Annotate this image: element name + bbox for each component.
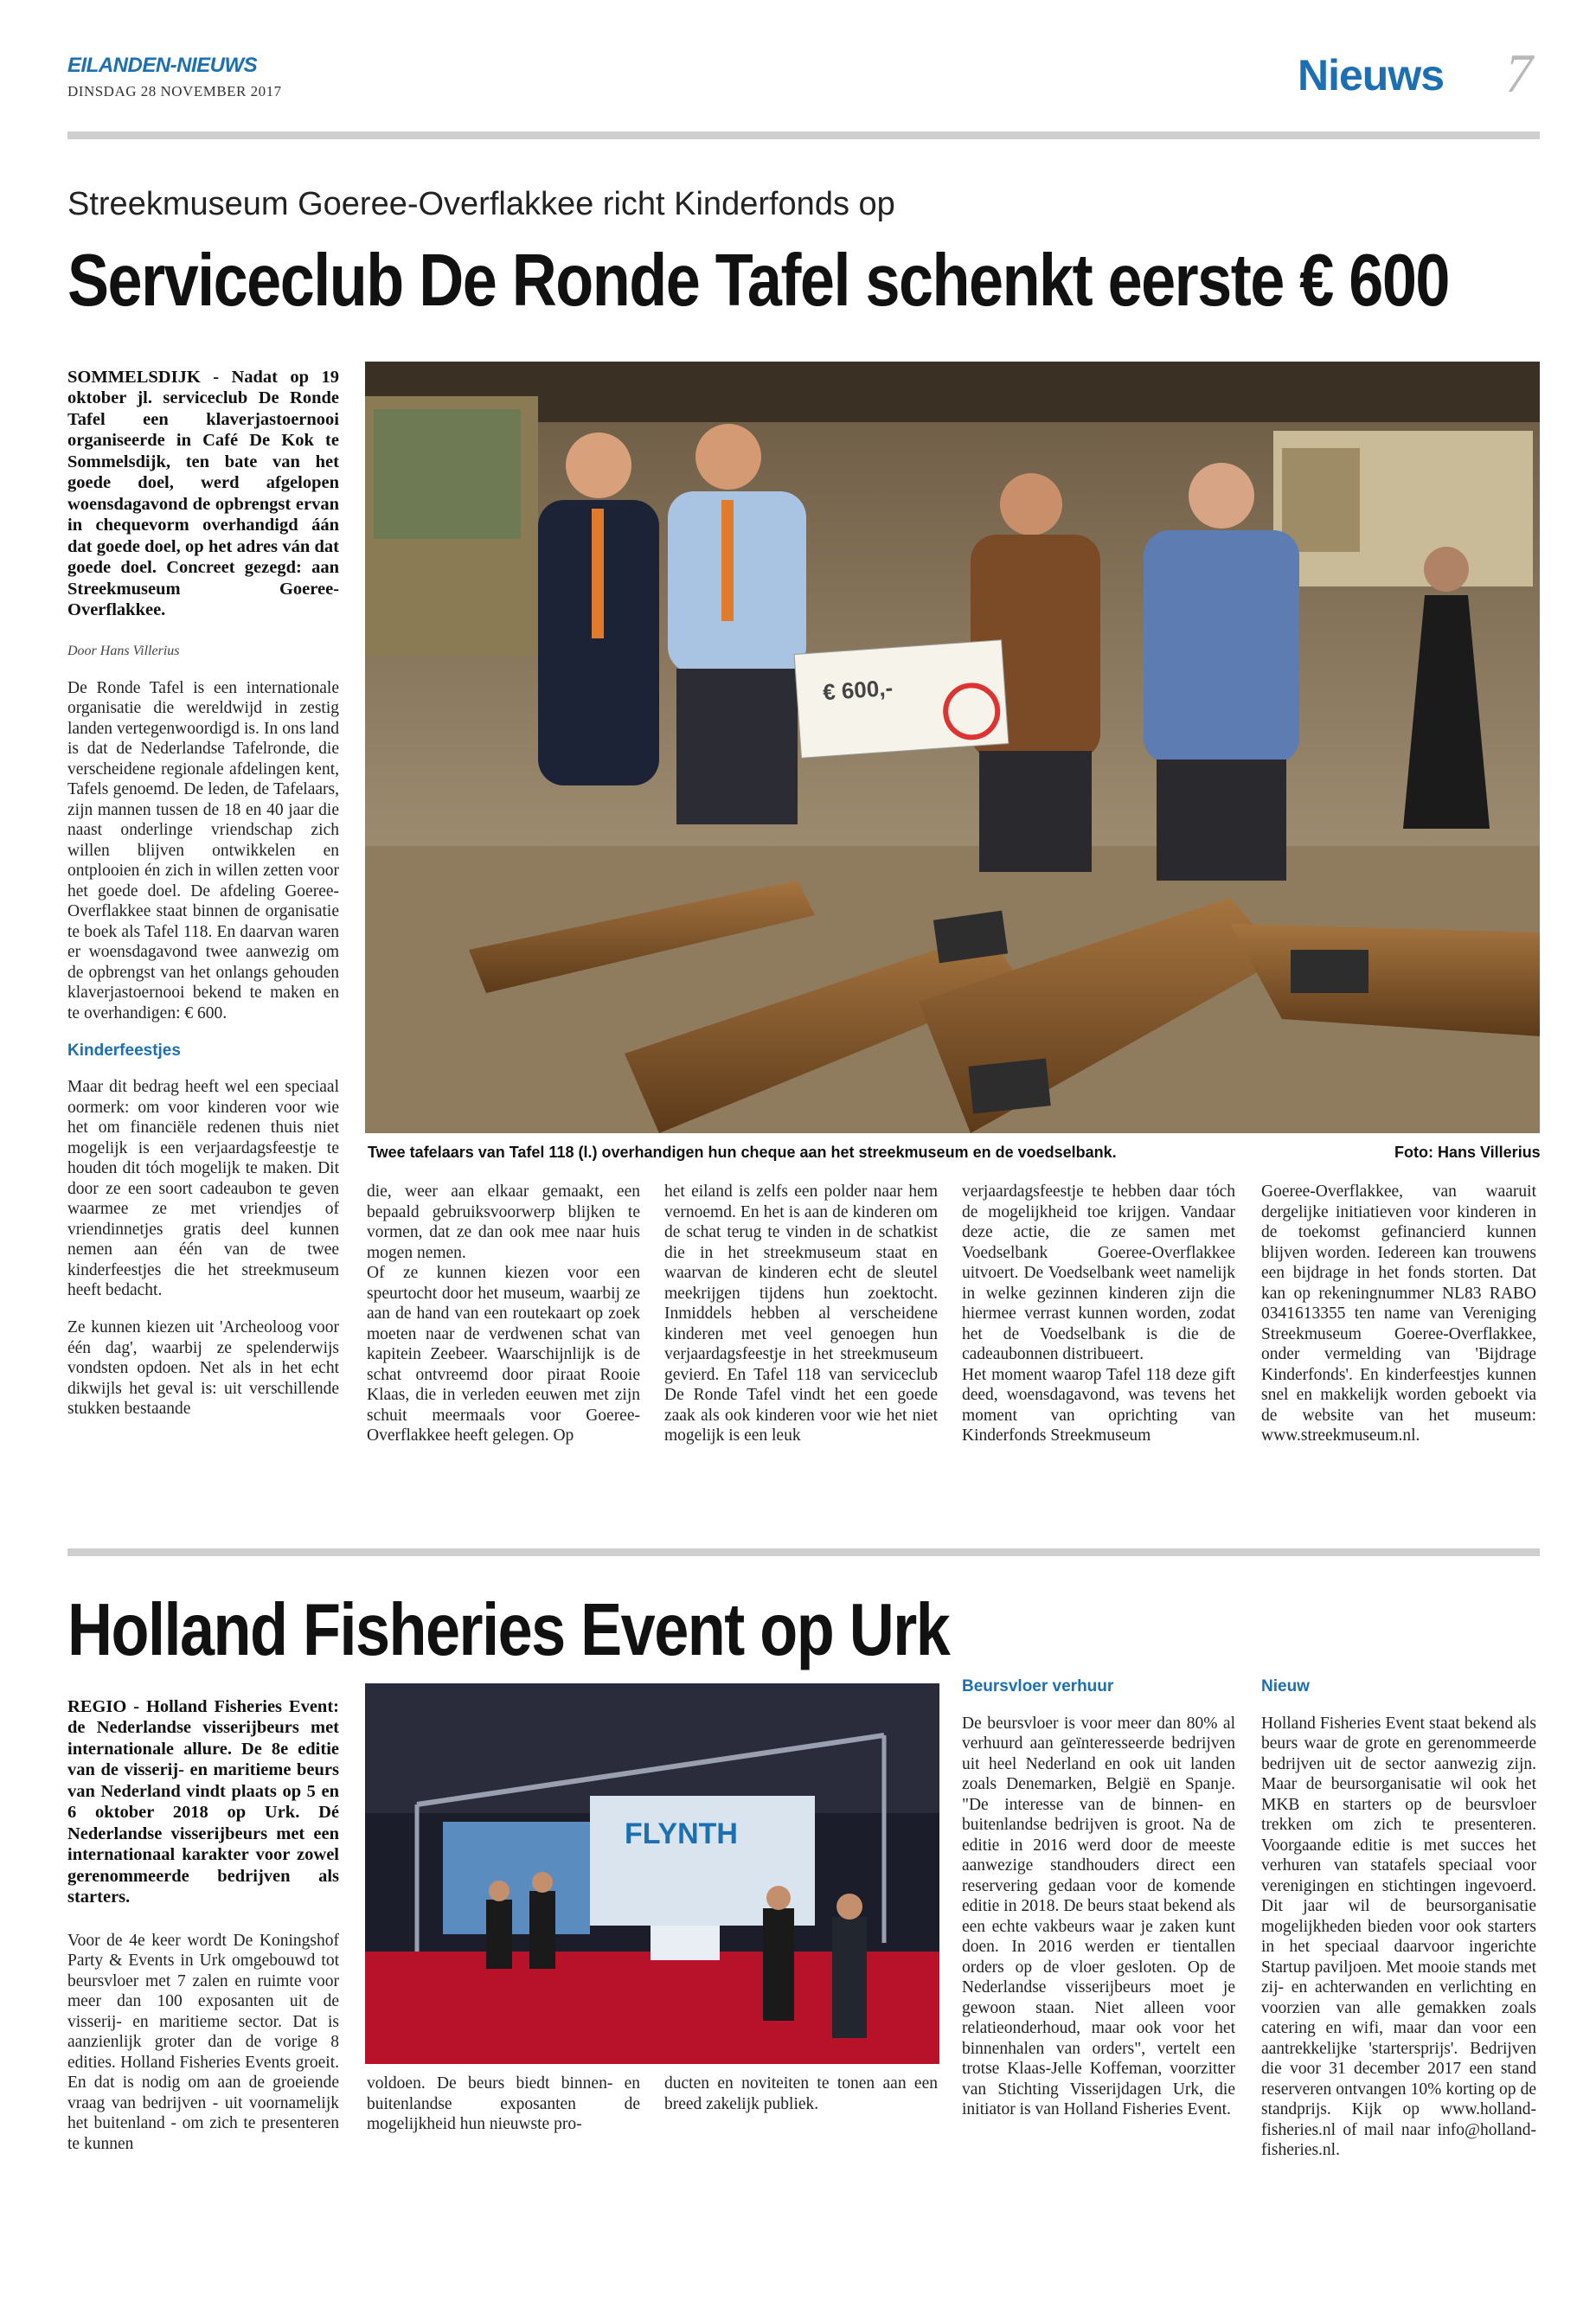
article1-col5 — [1261, 1182, 1536, 1446]
article1-photo — [365, 362, 1540, 1133]
article2-col5 — [1261, 1676, 1536, 2177]
article2-col1 — [67, 1678, 339, 2171]
article2-body4: De beursvloer is voor meer dan 80% al verhuurd aan geïnteresseerde bedrijven uit heel Nederland en ook uit landen zoals Denemarken, België en Spanje. "De interesse van de binnen- en buitenlandse bedrijven is groot. Na de editie in 2016 werd door de meeste aanwezige standhouders direct een reservering gedaan voor de komende editie in 2018. De beurs staat bekend als een echte vakbeurs waar je zaken kunt doen. In 2016 werden er tientallen orders op de vloer gesloten. Op de Nederlandse visserijbeurs moet je gewoon staan. Niet alleen voor relatieonderhoud, maar ook voor het binnenhalen van orders", vertelt een trotse Klaas-Jelle Koffeman, voorzitter van Stichting Visserijdagen Urk, die initiator is van Holland Fisheries Event. — [962, 1714, 1235, 2118]
article1-col2 — [367, 1182, 640, 1446]
article2-col3 — [664, 2073, 938, 2114]
article1-col2-p1: die, weer aan elkaar gemaakt, een bepaald gebruiksvoorwerp blijken te vormen, dat ze dan ook mee naar huis mogen nemen. — [367, 1183, 640, 1262]
article2-lead: REGIO - Holland Fisheries Event: de Nederlandse visserijbeurs met internationale allure. De 8e editie van de visserij- en maritieme beurs van Nederland vindt plaats op 5 en 6 oktober 2018 op Urk. Dé Nederlandse visserijbeurs met een internationaal karakter voor zowel gerenommeerde bedrijven als starters. — [67, 1696, 339, 1907]
cheque-amount: € 600,- — [822, 674, 894, 706]
museum-photo-illustration — [365, 362, 1540, 1133]
article1-byline: Door Hans Villerius — [67, 643, 180, 658]
article1-col4-p2: Het moment waarop Tafel 118 deze gift deed, woensdagavond, was tevens het moment van oprichting van Kinderfonds Streekmuseum — [962, 1365, 1235, 1445]
masthead-logo: EILANDEN-NIEUWS — [67, 54, 258, 77]
article1-col1 — [67, 349, 339, 1436]
fair-photo-illustration — [365, 1683, 939, 2064]
header-divider — [67, 131, 1540, 139]
section-title: Nieuws — [1298, 51, 1445, 99]
article1-col2-p2: Of ze kunnen kiezen voor een speurtocht door het museum, waarbij ze aan de hand van een routekaart op zoek moeten naar de verdwenen schat van kapitein Zeebeer. Waarschijnlijk is de schat ontvreemd door piraat Rooie Klaas, die in verleden eeuwen met zijn schuit meermaals voor Goeree-Overflakkee heeft gelegen. Op — [367, 1264, 640, 1445]
article1-body2: Maar dit bedrag heeft wel een speciaal oormerk: om voor kinderen voor wie het om financiële redenen thuis niet mogelijk is een verjaardagsfeestje te houden dit tóch mogelijk te maken. Dit door ze een soort cadeaubon te geven waarmee ze met vriendjes of vriendinnetjes gratis deel kunnen nemen aan één van de twee kinderfeestjes die het streekmuseum heeft bedacht. — [67, 1078, 339, 1299]
article2-col2 — [367, 2073, 640, 2135]
article1-headline: Serviceclub De Ronde Tafel schenkt eerste € 600 — [67, 240, 1449, 322]
article2-body5: Holland Fisheries Event staat bekend als beurs waar de grote en gerenommeerde bedrijven uit de sector aanwezig zijn. Maar de beursorganisatie wil ook het MKB en starters op de beursvloer trekken om zich te presenteren. Voorgaande editie is met succes het verhuren van statafels speciaal voor verenigingen en stichtingen ingevoerd. Dit jaar wil de beursorganisatie mogelijkheden bieden voor ook starters in het speciaal daarvoor ingerichte Startup paviljoen. Met mooie stands met zij- en achterwanden en verlichting en voorzien van alle gemakken zoals catering en wifi, maar dan voor een aantrekkelijke 'startersprijs'. Bedrijven die voor 31 december 2017 een stand reserveren ontvangen 10% korting op de standprijs. Kijk op www.holland-fisheries.nl of mail naar info@holland-fisheries.nl. — [1261, 1714, 1536, 2159]
article1-col3 — [664, 1182, 938, 1446]
article2-photo — [365, 1683, 939, 2064]
article2-col4 — [962, 1676, 1235, 2137]
article1-subhead: Kinderfeestjes — [67, 1041, 181, 1060]
article1-photo-caption: Twee tafelaars van Tafel 118 (l.) overhandigen hun cheque aan het streekmuseum en de voedselbank. — [368, 1144, 1117, 1161]
article1-col4 — [962, 1182, 1235, 1446]
article1-body1: De Ronde Tafel is een internationale organisatie die wereldwijd in zestig landen vertegenwoordigd is. In ons land is dat de Nederlandse Tafelronde, die verscheidene regionale afdelingen kent, Tafels genoemd. De leden, de Tafelaars, zijn mannen tussen de 18 en 40 jaar die naast onderlinge vriendschap zich willen blijven ontwikkelen en ontplooien én zich in willen zetten voor het goede doel. De afdeling Goeree-Overflakkee staat binnen de organisatie te boek als Tafel 118. En daarvan waren er woensdagavond twee aanwezig om de opbrengst van het onlangs gehouden klaverjastoernooi bekend te maken en te overhandigen: € 600. — [67, 678, 339, 1022]
article1-body3: Ze kunnen kiezen uit 'Archeoloog voor één dag', waarbij ze spelenderwijs vondsten opdoen. Net als in het echt dikwijls het geval is: uit verschillende stukken bestaande — [67, 1318, 339, 1418]
article1-col3-p1: het eiland is zelfs een polder naar hem vernoemd. En het is aan de kinderen om de schat terug te vinden in de schatkist die in het streekmuseum staat en waarvan de kinderen echt de sleutel meekrijgen tijdens hun zoektocht. Inmiddels hebben al verscheidene kinderen met veel genoegen hun verjaardagsfeestje in het streekmuseum gevierd. En Tafel 118 van serviceclub De Ronde Tafel vindt het een goede zaak als ook kinderen voor wie het niet mogelijk is een leuk — [664, 1183, 938, 1445]
article1-col4-p1: verjaardagsfeestje te hebben daar tóch de mogelijkheid toe krijgen. Vandaar deze actie, die ze samen met Voedselbank Goeree-Overflakkee uitvoert. De Voedselbank weet namelijk in welke gezinnen kinderen zijn die hiermee verrast kunnen worden, zodat het de Voedselbank is die de cadeaubonnen distribueert. — [962, 1183, 1235, 1363]
article2-body1: Voor de 4e keer wordt De Koningshof Party & Events in Urk omgebouwd tot beursvloer met 7 zalen en ruimte voor meer dan 100 exposanten uit de visserij- en maritieme sector. Dat is aanzienlijk groter dan de vorige 8 edities. Holland Fisheries Events groeit. En dat is nodig om aan de groeiende vraag van bedrijven - uit voornamelijk het buitenland - om zich te presenteren te kunnen — [67, 1931, 339, 2153]
article2-subhead-1: Beursvloer verhuur — [962, 1677, 1114, 1695]
page-number: 7 — [1505, 42, 1533, 104]
article1-lead: SOMMELSDIJK - Nadat op 19 oktober jl. serviceclub De Ronde Tafel een klaverjastoernooi organiseerde in Café De Kok te Sommelsdijk, ten bate van het goede doel, werd afgelopen woensdagavond de opbrengst ervan in chequevorm overhandigd áán dat goede doel, op het adres ván dat goede doel. Concreet gezegd: aan Streekmuseum Goeree-Overflakkee. — [67, 367, 339, 619]
issue-date: DINSDAG 28 NOVEMBER 2017 — [67, 83, 282, 99]
article1-col5-p1: Goeree-Overflakkee, van waaruit dergelijke initiatieven voor kinderen in de toekomst gefinancierd kunnen blijven worden. Iedereen kan trouwens een bijdrage in het fonds storten. Dat kan op rekeningnummer NL83 RABO 0341613355 ten name van Vereniging Streekmuseum Goeree-Overflakkee, onder vermelding van 'Bijdrage Kinderfonds'. En kinderfeestjes kunnen snel en makkelijk worden geboekt via de website van het museum: www.streekmuseum.nl. — [1261, 1183, 1536, 1445]
article1-kicker: Streekmuseum Goeree-Overflakkee richt Kinderfonds op — [67, 186, 895, 222]
cheque — [794, 640, 1009, 758]
article2-subhead-2: Nieuw — [1261, 1677, 1310, 1695]
article1-photo-credit: Foto: Hans Villerius — [1394, 1144, 1541, 1161]
article2-col3-p1: ducten en noviteiten te tonen aan een breed zakelijk publiek. — [664, 2074, 938, 2113]
article-divider — [67, 1548, 1540, 1556]
booth-sign: FLYNTH — [625, 1817, 738, 1850]
article2-headline: Holland Fisheries Event op Urk — [67, 1589, 950, 1671]
article2-col2-p1: voldoen. De beurs biedt binnen- en buitenlandse exposanten de mogelijkheid hun nieuwste pro- — [367, 2074, 640, 2133]
